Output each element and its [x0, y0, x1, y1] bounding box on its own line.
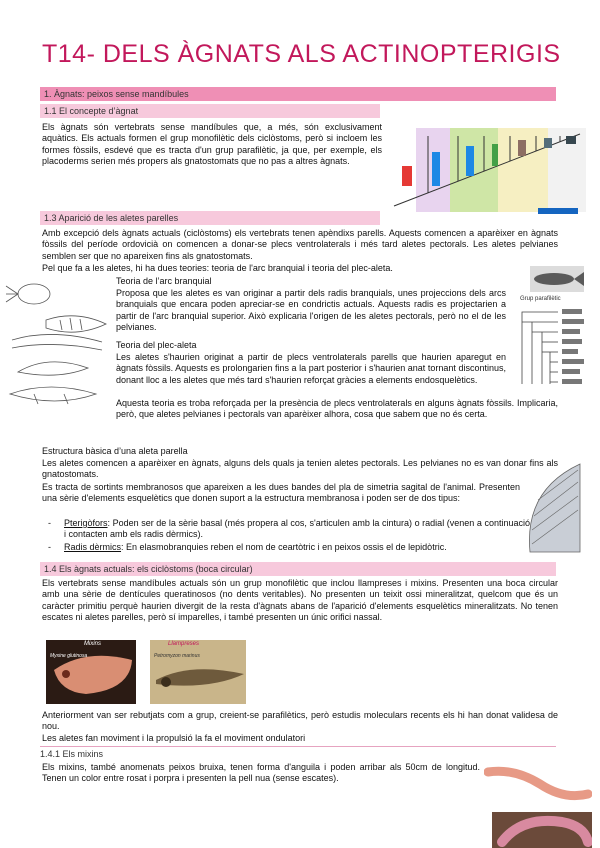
paraphyletic-tree-label: Grup parafilètic	[520, 296, 561, 302]
section-1-heading: 1. Àgnats: peixos sense mandíbules	[40, 87, 556, 101]
bullet-radis-dermics	[64, 542, 558, 553]
section-1-4-1-heading: 1.4.1 Els mixins	[40, 749, 104, 759]
fin-structure-p1: Les aletes comencen a aparèixer en àgnats, alguns dels quals ja tenien aletes pectorals. Les pelvianes no es van donar fins als gnatostomats.	[42, 458, 558, 480]
theory-fold-text-2: Aquesta teoria es troba reforçada per la presència de plecs ventrolaterals en alguns àgnats fòssils. Implicaria, però, que aletes pelvianes i pectorals van aparèixer alhora, cosa que sabem que no és certa.	[116, 398, 558, 420]
bullet-dash-2: -	[48, 542, 51, 552]
label-llampreses: Llampreses	[168, 641, 200, 647]
paraphyletic-tree-figure	[518, 304, 590, 388]
theory-fold-text: Les aletes s'haurien originat a partir de plecs ventrolaterals parells que haurien aparegut en àgnats fòssils. Aquests es prolongarien fins a la part posterior i s'haurien anat tornant discontinus, donant lloc a les aletes que més tard s'haurien reforçat gràcies a elements endosquelètics.	[116, 352, 506, 385]
bullet-pterigofors	[64, 518, 530, 541]
llampreses-photo	[150, 640, 246, 704]
section-1-4-after-2: Les aletes fan moviment i la propulsió la fa el moviment ondulatori	[42, 733, 306, 743]
label-mixins: Mixins	[84, 641, 102, 647]
section-1-1-text: Els àgnats són vertebrats sense mandíbules que, a més, són exclusivament aquàtics. Els actuals formen el grup monofilètic dels ciclòstoms, però si incloem les formes fòssils, esdevé que es tracta d'un grup parafilètic, ja que, per exemple, els placoderms serien més propers als gnatostomats que no pas a altres àgnats.	[42, 122, 382, 167]
bullet-dash-1: -	[48, 518, 51, 528]
page-title: T14- DELS ÀGNATS ALS ACTINOPTERIGIS	[42, 40, 561, 68]
cladogram-figure	[388, 122, 586, 214]
section-divider	[40, 746, 556, 747]
theory-arc-text: Proposa que les aletes es van originar a partir dels radis branquials, unes projeccions dels arcs branquials que encara poden apreciar-se en condrictis actuals. Aquests radis es projectarien a partir de l'arc branquial superior. Això explicaria l'origen de les aletes pectorals, però no el de les pelvianes.	[116, 288, 506, 333]
mixins-photo	[46, 640, 136, 704]
fin-structure-title: Estructura bàsica d’una aleta parella	[42, 446, 188, 456]
fin-theories-text: Pel que fa a les aletes, hi ha dues teories: teoria de l'arc branquial i teoria del plec-aleta.	[42, 263, 393, 273]
term-pterigofors: Pterigòfors	[64, 518, 108, 528]
caption-petromyzon: Petromyzon marinus	[154, 653, 200, 659]
fin-fold-figure	[4, 276, 112, 416]
term-radis-dermics: Radis dèrmics	[64, 542, 122, 552]
section-1-4-1-text: Els mixins, també anomenats peixos bruixa, tenen forma d'anguila i poden arribar als 50cm de longitud. Tenen un color entre rosat i porpra i presenten la pell nua (sense escates).	[42, 762, 480, 784]
text-pterigofors: : Poden ser de la sèrie basal (més propera al cos, s'articulen amb la cintura) o radial (venen a continuació i contacten amb els radis dèrmics).	[64, 518, 530, 540]
section-1-4-heading: 1.4 Els àgnats actuals: els ciclòstoms (boca circular)	[40, 562, 556, 576]
section-1-4-text: Els vertebrats sense mandíbules actuals són un grup monofilètic que inclou llampreses i mixins. Presenten una boca circular amb una sèrie de dentícules queratinosos (no dents veritables). No presenten un teixit ossi mineralitzat, quelcom que és un caràcter primitiu perquè haurien divergit de la resta d'àgnats abans de l'aparició d'elements esquelètics mineralitzats. No tenen escates ni aletes parelles, però sí imparelles, i també presenten un únic orifici nassal.	[42, 578, 558, 623]
theory-arc-title: Teoria de l’arc branquial	[116, 276, 212, 286]
fin-structure-p2: Es tracta de sortints membranosos que apareixen a les dues bandes del pla de simetria sagital de l'animal. Presenten una sèrie d'elements esquelètics que donen suport a la estructura membranosa i poden ser de dos tipus:	[42, 482, 520, 504]
section-1-3-heading: 1.3 Aparició de les aletes parelles	[40, 211, 380, 225]
hagfish-photo	[492, 812, 592, 848]
text-radis-dermics: : En elasmobranquies reben el nom de ceartòtric i en peixos ossis el de lepidòtric.	[121, 542, 447, 552]
hagfish-drawing	[484, 764, 592, 808]
fish-photo	[530, 266, 584, 292]
section-1-3-intro: Amb excepció dels àgnats actuals (ciclòstoms) els vertebrats tenen apèndixs parells. Aquests comencen a aparèixer en àgnats fòssils del període ordovicià on comencen a donar-se plecs ventrolaterals i més tard aletes pectorals. Les aletes pelvianes semblen ser que no apareixen fins als gnatostomats.	[42, 228, 558, 261]
caption-myxine: Myxine glutinosa	[50, 653, 88, 659]
section-1-4-after-1: Anteriorment van ser rebutjats com a grup, creient-se parafilètics, però estudis moleculars recents els hi han donat validesa de nou.	[42, 710, 558, 732]
section-1-1-heading: 1.1 El concepte d’àgnat	[40, 104, 380, 118]
theory-fold-title: Teoria del plec-aleta	[116, 340, 197, 350]
